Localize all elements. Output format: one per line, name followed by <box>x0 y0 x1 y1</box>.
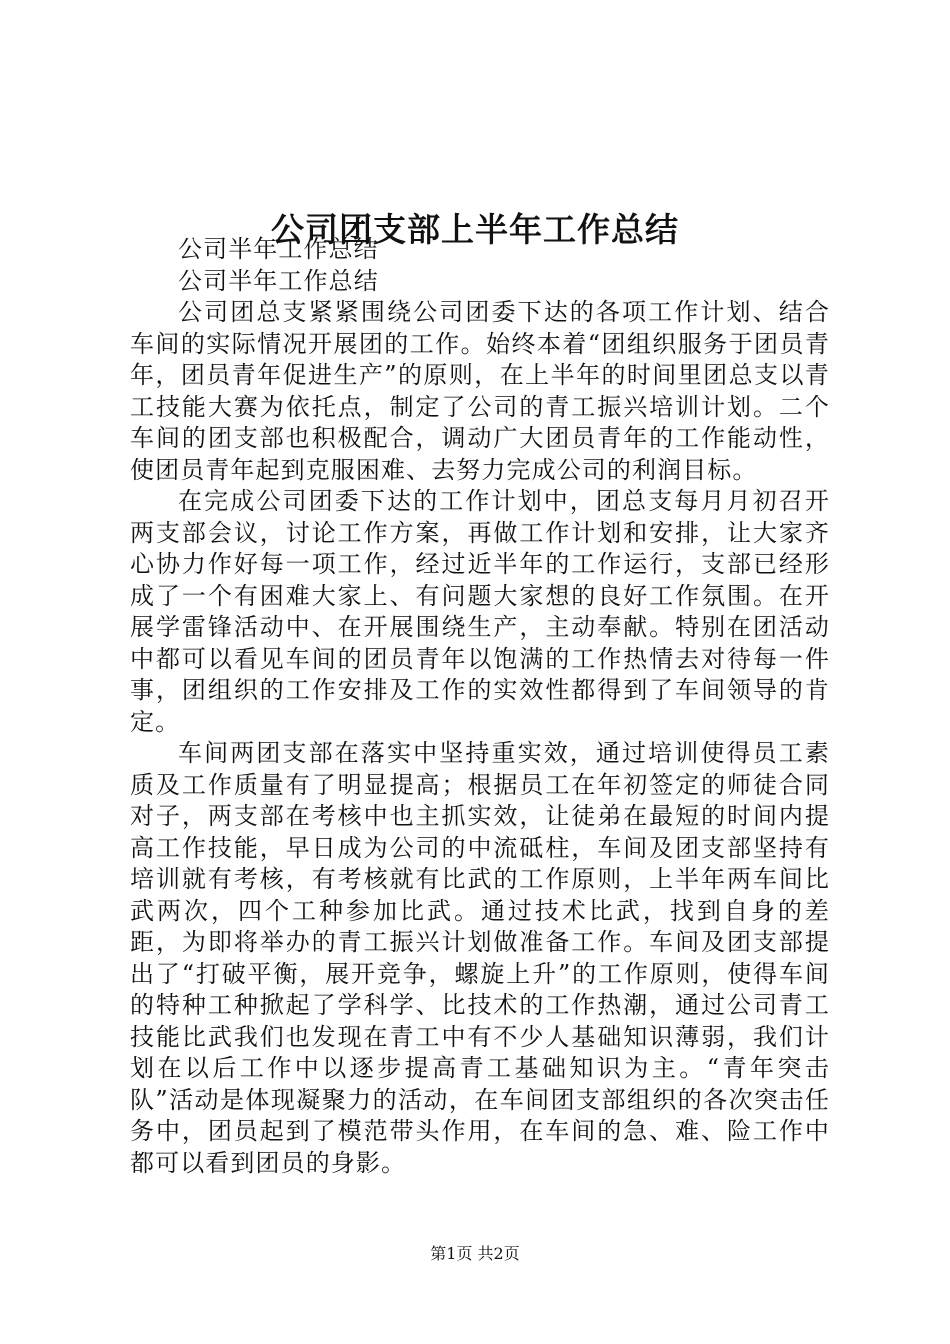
paragraph-subtitle-2: 公司半年工作总结 <box>178 266 379 295</box>
paragraph-overview: 公司团总支紧紧围绕公司团委下达的各项工作计划、结合车间的实际情况开展团的工作。始终本着“团组织服务于团员青年，团员青年促进生产”的原则，在上半年的时间里团总支以青工技能大赛为依托点，制定了公司的青工振兴培训计划。二个车间的团支部也积极配合，调动广大团员青年的工作能动性，使团员青年起到克服困难、去努力完成公司的利润目标。 <box>130 298 830 484</box>
paragraph-training: 车间两团支部在落实中坚持重实效，通过培训使得员工素质及工作质量有了明显提高；根据员工在年初签定的师徒合同对子，两支部在考核中也主抓实效，让徒弟在最短的时间内提高工作技能，早日成为公司的中流砥柱，车间及团支部坚持有培训就有考核，有考核就有比武的工作原则，上半年两车间比武两次，四个工种参加比武。通过技术比武，找到自身的差距，为即将举办的青工振兴计划做准备工作。车间及团支部提出了“打破平衡，展开竞争，螺旋上升”的工作原则，使得车间的特种工种掀起了学科学、比技术的工作热潮，通过公司青工技能比武我们也发现在青工中有不少人基础知识薄弱，我们计划在以后工作中以逐步提高青工基础知识为主。“青年突击队”活动是体现凝聚力的活动，在车间团支部组织的各次突击任务中，团员起到了模范带头作用，在车间的急、难、险工作中都可以看到团员的身影。 <box>130 739 830 1177</box>
document-title: 公司团支部上半年工作总结 <box>271 210 679 250</box>
document-body <box>130 234 830 1179</box>
paragraph-subtitle-1: 公司半年工作总结 <box>178 235 379 263</box>
paragraph-meetings: 在完成公司团委下达的工作计划中，团总支每月月初召开两支部会议，讨论工作方案，再做工作计划和安排，让大家齐心协力作好每一项工作，经过近半年的工作运行，支部已经形成了一个有困难大家上、有问题大家想的良好工作氛围。在开展学雷锋活动中、在开展围绕生产，主动奉献。特别在团活动中都可以看见车间的团员青年以饱满的工作热情去对待每一件事，团组织的工作安排及工作的实效性都得到了车间领导的肯定。 <box>130 487 830 736</box>
page-number-footer: 第1页 共2页 <box>430 1244 520 1263</box>
